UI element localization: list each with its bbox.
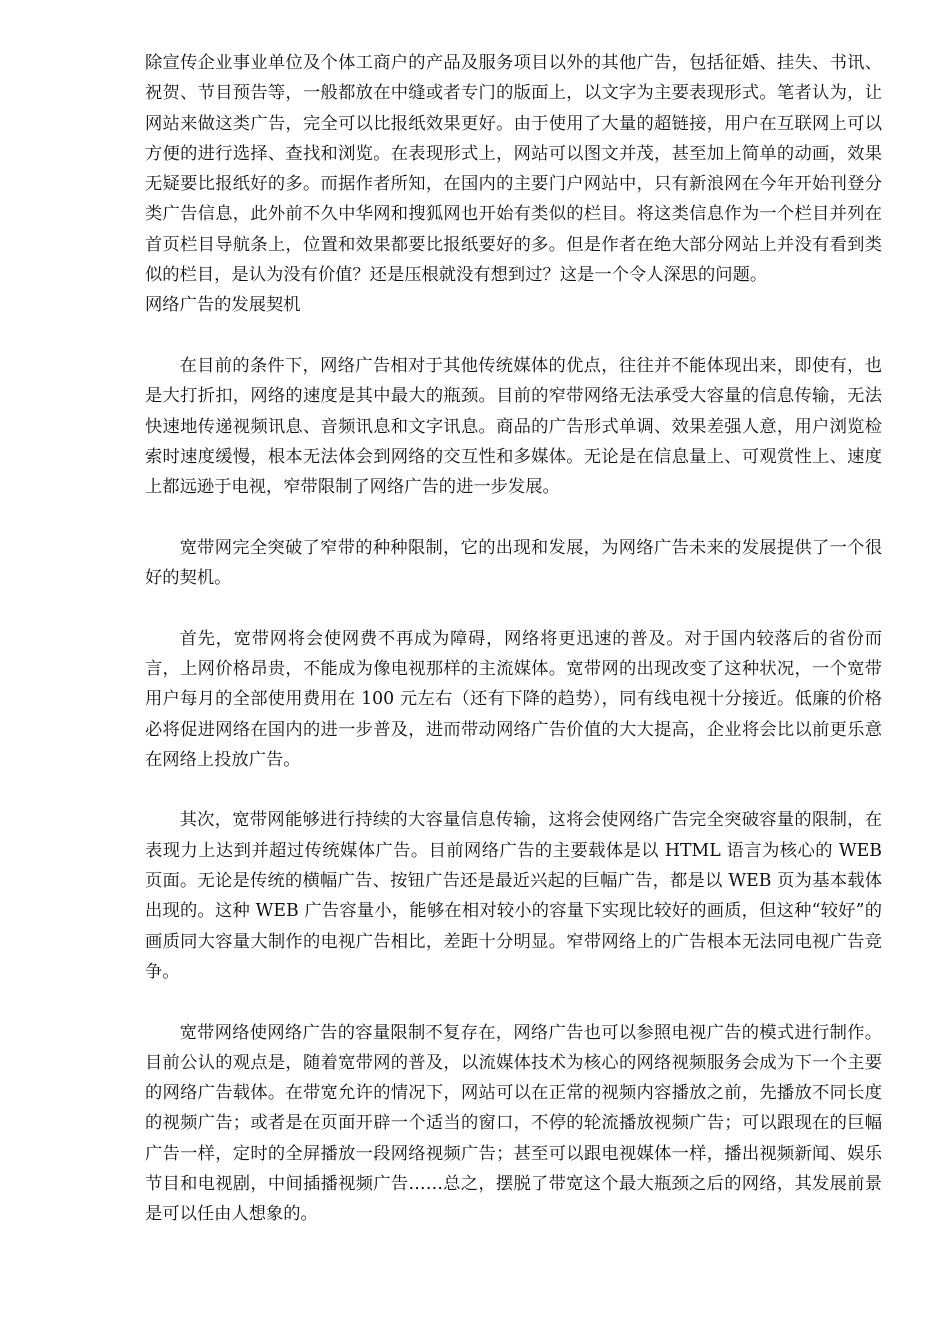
paragraph-gap xyxy=(145,321,882,351)
document-page xyxy=(145,48,882,1230)
section-heading: 网络广告的发展契机 xyxy=(145,295,301,316)
paragraph-video-ads: 宽带网络使网络广告的容量限制不复存在，网络广告也可以参照电视广告的模式进行制作。目前公认的观点是，随着宽带网的普及，以流媒体技术为核心的网络视频服务会成为下一个主要的网络广告载体。在带宽允许的情况下，网站可以在正常的视频内容播放之前，先播放不同长度的视频广告；或者是在页面开辟一个适当的窗口，不停的轮流播放视频广告；可以跟现在的巨幅广告一样，定时的全屏播放一段网络视频广告；甚至可以跟电视媒体一样，播出视频新闻、娱乐节目和电视剧，中间插播视频广告……总之，摆脱了带宽这个最大瓶颈之后的网络，其发展前景是可以任由人想象的。 xyxy=(145,1022,882,1225)
paragraph-gap xyxy=(145,502,882,532)
paragraph-first-point: 首先，宽带网将会使网费不再成为障碍，网络将更迅速的普及。对于国内较落后的省份而言，上网价格昂贵，不能成为像电视那样的主流媒体。宽带网的出现改变了这种状况，一个宽带用户每月的全部使用费用在 100 元左右（还有下降的趋势），同有线电视十分接近。低廉的价格必将促进网络在国内的进一步普及，进而带动网络广告价值的大大提高，企业将会比以前更乐意在网络上投放广告。 xyxy=(145,628,882,770)
paragraph-second-point: 其次，宽带网能够进行持续的大容量信息传输，这将会使网络广告完全突破容量的限制，在表现力上达到并超过传统媒体广告。目前网络广告的主要载体是以 HTML 语言为核心的 WEB 页面。无论是传统的横幅广告、按钮广告还是最近兴起的巨幅广告，都是以 WEB 页为基本载体出现的。这种 WEB 广告容量小，能够在相对较小的容量下实现比较好的画质，但这种“较好”的画质同大容量大制作的电视广告相比，差距十分明显。窄带网络上的广告根本无法同电视广告竞争。 xyxy=(145,810,882,982)
paragraph-gap xyxy=(145,593,882,623)
paragraph-broadband-opportunity: 宽带网完全突破了窄带的种种限制，它的出现和发展，为网络广告未来的发展提供了一个很好的契机。 xyxy=(145,537,882,589)
paragraph-gap xyxy=(145,775,882,805)
paragraph-gap xyxy=(145,987,882,1017)
paragraph-narrowband-limits: 在目前的条件下，网络广告相对于其他传统媒体的优点，往往并不能体现出来，即使有，也是大打折扣，网络的速度是其中最大的瓶颈。目前的窄带网络无法承受大容量的信息传输，无法快速地传递视频讯息、音频讯息和文字讯息。商品的广告形式单调、效果差强人意，用户浏览检索时速度缓慢，根本无法体会到网络的交互性和多媒体。无论是在信息量上、可观赏性上、速度上都远逊于电视，窄带限制了网络广告的进一步发展。 xyxy=(145,355,882,498)
paragraph-classified-ads: 除宣传企业事业单位及个体工商户的产品及服务项目以外的其他广告，包括征婚、挂失、书讯、祝贺、节目预告等，一般都放在中缝或者专门的版面上，以文字为主要表现形式。笔者认为，让网站来做这类广告，完全可以比报纸效果更好。由于使用了大量的超链接，用户在互联网上可以方便的进行选择、查找和浏览。在表现形式上，网站可以图文并茂，甚至加上简单的动画，效果无疑要比报纸好的多。而据作者所知，在国内的主要门户网站中，只有新浪网在今年开始刊登分类广告信息，此外前不久中华网和搜狐网也开始有类似的栏目。将这类信息作为一个栏目并列在首页栏目导航条上，位置和效果都要比报纸要好的多。但是作者在绝大部分网站上并没有看到类似的栏目，是认为没有价值？还是压根就没有想到过？这是一个令人深思的问题。 xyxy=(145,53,882,286)
